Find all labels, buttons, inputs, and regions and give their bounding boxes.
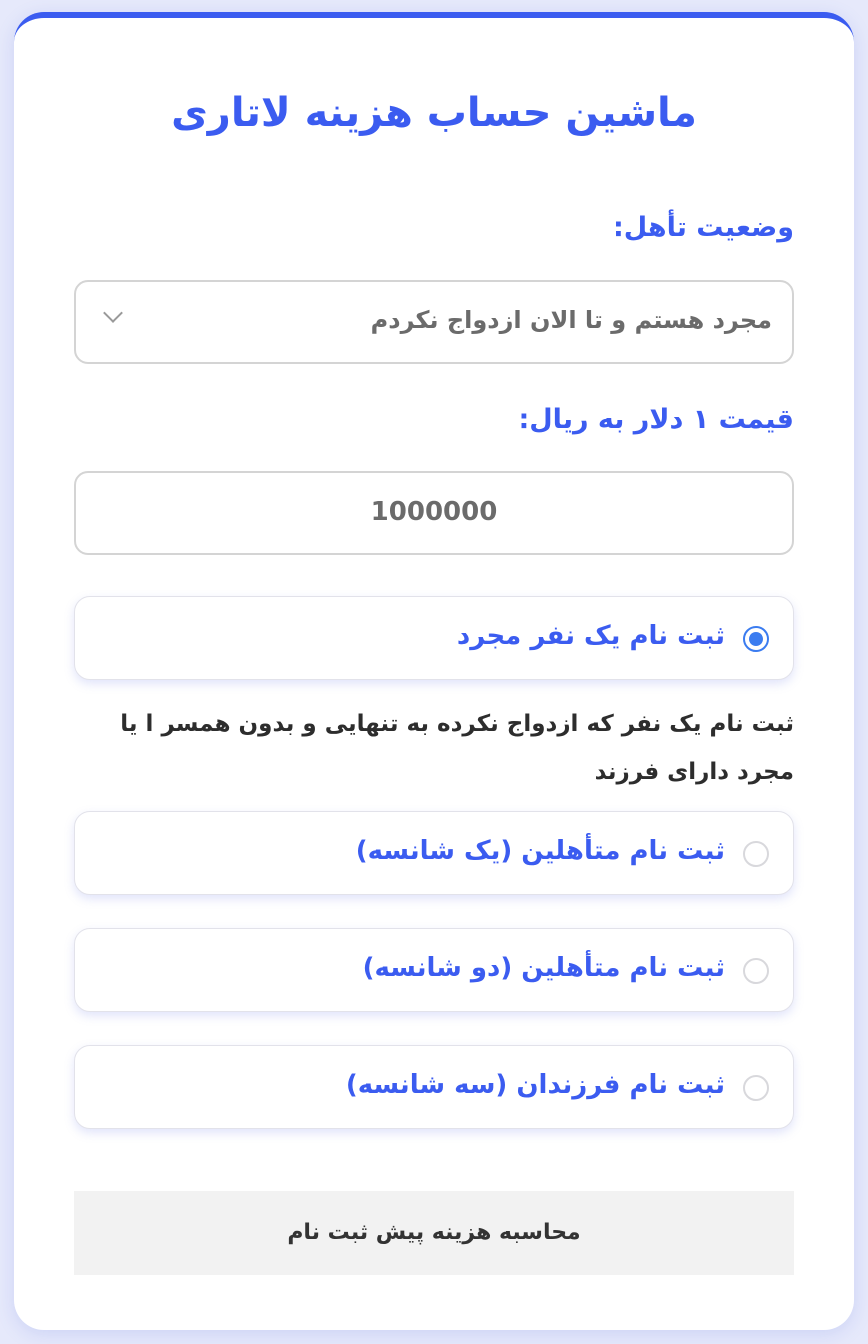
radio-married-two-chance[interactable] — [743, 958, 769, 984]
calculate-button[interactable]: محاسبه هزینه پیش ثبت نام — [74, 1191, 794, 1275]
radio-children-three-chance[interactable] — [743, 1075, 769, 1101]
option-single[interactable] — [74, 596, 794, 680]
calculator-card — [14, 12, 854, 1330]
option-children-three-chance-label: ثبت نام فرزندان (سه شانسه) — [345, 1070, 725, 1100]
marital-status-label: وضعیت تأهل: — [612, 212, 794, 243]
radio-single[interactable] — [743, 626, 769, 652]
option-married-two-chance-label: ثبت نام متأهلین (دو شانسه) — [362, 953, 725, 983]
dollar-price-value: 1000000 — [370, 497, 498, 527]
marital-status-select[interactable] — [74, 280, 794, 364]
radio-married-one-chance[interactable] — [743, 841, 769, 867]
dollar-price-label: قیمت ۱ دلار به ریال: — [518, 404, 794, 435]
option-single-label: ثبت نام یک نفر مجرد — [456, 621, 725, 651]
chevron-down-icon — [103, 303, 123, 323]
dollar-price-input[interactable] — [74, 471, 794, 555]
option-children-three-chance[interactable] — [74, 1045, 794, 1129]
option-married-two-chance[interactable] — [74, 928, 794, 1012]
option-married-one-chance-label: ثبت نام متأهلین (یک شانسه) — [355, 836, 725, 866]
marital-status-value: مجرد هستم و تا الان ازدواج نکردم — [370, 306, 772, 334]
page-title: ماشین حساب هزینه لاتاری — [171, 90, 697, 136]
option-description: ثبت نام یک نفر که ازدواج نکرده به تنهایی و بدون همسر ا یا مجرد دارای فرزند — [120, 711, 794, 785]
option-married-one-chance[interactable] — [74, 811, 794, 895]
